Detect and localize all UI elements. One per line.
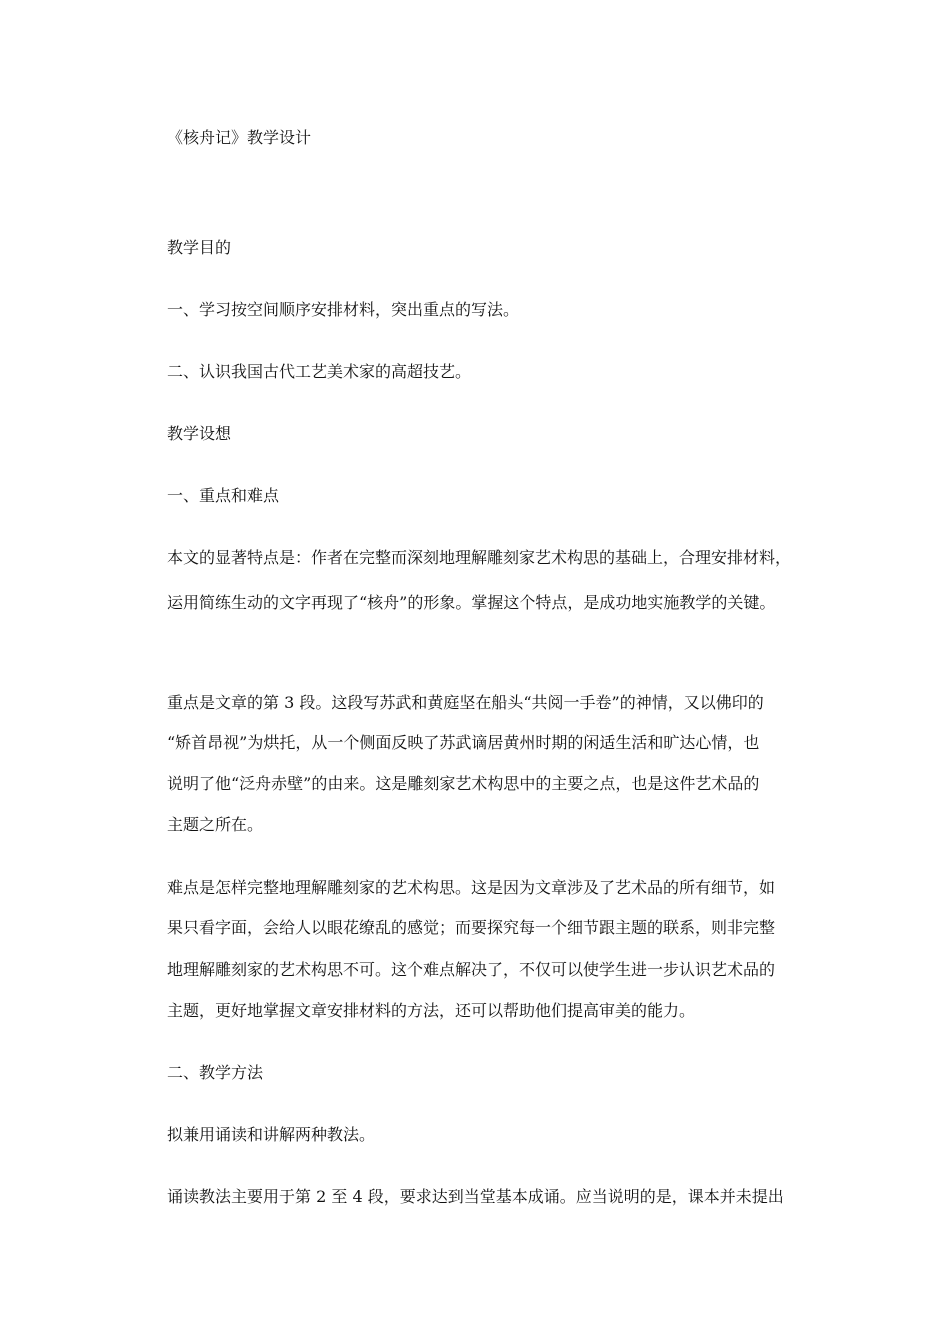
paragraph-key-point-line: 主题之所在。 — [167, 815, 264, 834]
paragraph-key-point-line: 说明了他“泛舟赤壁”的由来。这是雕刻家艺术构思中的主要之点，也是这件艺术品的 — [167, 774, 760, 793]
paragraph-difficulty-line: 地理解雕刻家的艺术构思不可。这个难点解决了，不仅可以使学生进一步认识艺术品的 — [167, 960, 776, 979]
paragraph-feature-line: 运用简练生动的文字再现了“核舟”的形象。掌握这个特点，是成功地实施教学的关键。 — [167, 593, 776, 612]
section-heading-teaching-goals: 教学目的 — [167, 238, 232, 257]
paragraph-difficulty-line: 果只看字面，会给人以眼花缭乱的感觉；而要探究每一个细节跟主题的联系，则非完整 — [167, 918, 776, 937]
section-heading-teaching-ideas: 教学设想 — [167, 424, 232, 443]
document-title: 《核舟记》教学设计 — [167, 128, 312, 147]
goal-item-2: 二、认识我国古代工艺美术家的高超技艺。 — [167, 362, 472, 381]
paragraph-key-point-line: 重点是文章的第 3 段。这段写苏武和黄庭坚在船头“共阅一手卷”的神情，又以佛印的 — [167, 693, 764, 712]
paragraph-key-point-line: “矫首昂视”为烘托，从一个侧面反映了苏武谪居黄州时期的闲适生活和旷达心情，也 — [167, 733, 760, 752]
subsection-heading-teaching-methods: 二、教学方法 — [167, 1063, 264, 1082]
paragraph-feature-line: 本文的显著特点是：作者在完整而深刻地理解雕刻家艺术构思的基础上，合理安排材料， — [167, 548, 792, 567]
paragraph-difficulty-line: 难点是怎样完整地理解雕刻家的艺术构思。这是因为文章涉及了艺术品的所有细节，如 — [167, 878, 776, 897]
subsection-heading-key-and-difficult: 一、重点和难点 — [167, 486, 280, 505]
goal-item-1: 一、学习按空间顺序安排材料，突出重点的写法。 — [167, 300, 520, 319]
paragraph-method: 拟兼用诵读和讲解两种教法。 — [167, 1125, 376, 1144]
paragraph-recitation-line: 诵读教法主要用于第 2 至 4 段，要求达到当堂基本成诵。应当说明的是，课本并未提出 — [167, 1187, 784, 1206]
paragraph-difficulty-line: 主题，更好地掌握文章安排材料的方法，还可以帮助他们提高审美的能力。 — [167, 1001, 696, 1020]
